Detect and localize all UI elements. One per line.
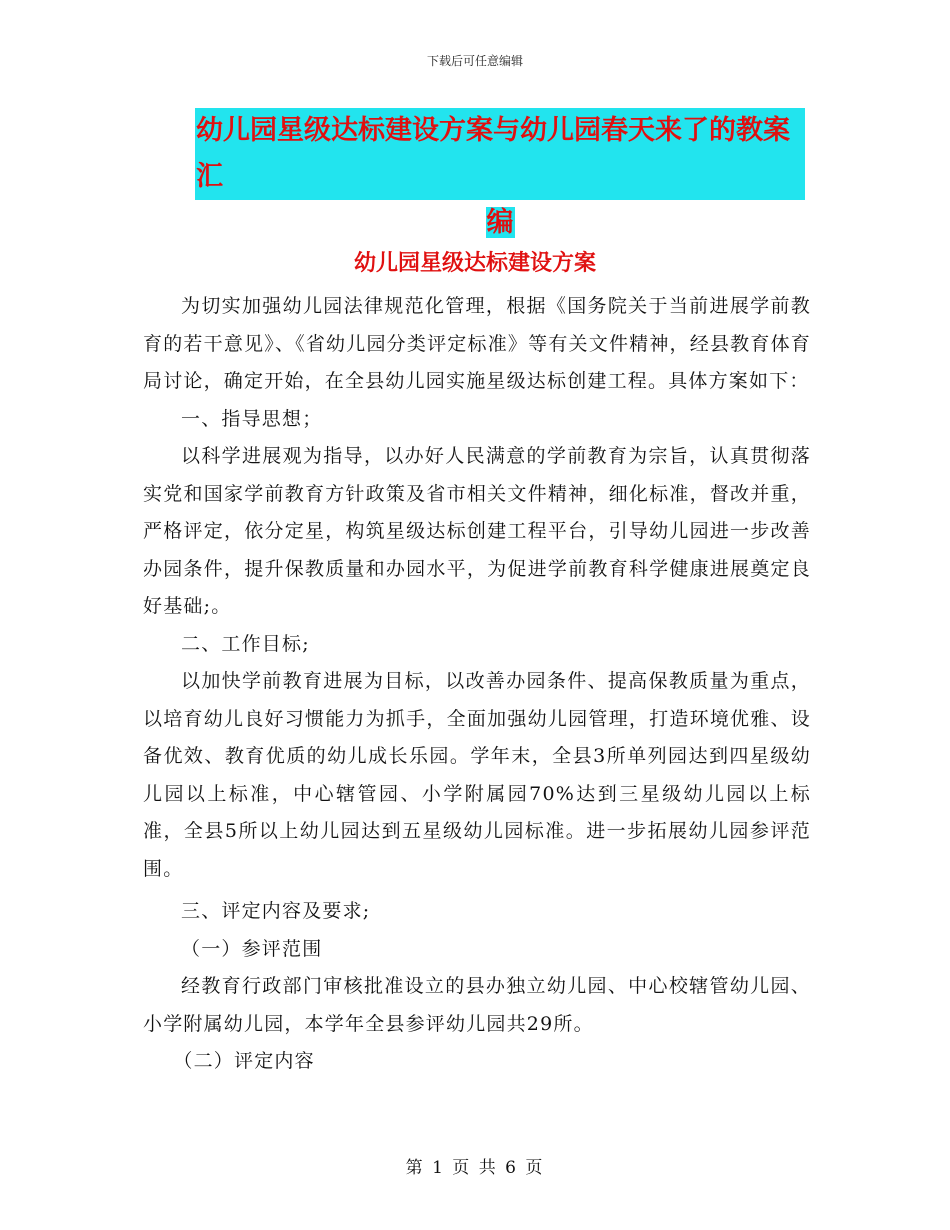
document-title bbox=[195, 108, 805, 246]
paragraph-work-goals: 以加快学前教育进展为目标，以改善办园条件、提高保教质量为重点，以培育幼儿良好习惯能力为抓手，全面加强幼儿园管理，打造环境优雅、设备优效、教育优质的幼儿成长乐园。学年末，全县3所单列园达到四星级幼儿园以上标准，中心辖管园、小学附属园70%达到三星级幼儿园以上标准，全县5所以上幼儿园达到五星级幼儿园标准。进一步拓展幼儿园参评范围。 bbox=[143, 670, 811, 880]
document-title-line-2-wrap bbox=[195, 200, 805, 246]
paragraph-scope: 经教育行政部门审核批准设立的县办独立幼儿园、中心校辖管幼儿园、小学附属幼儿园，本学年全县参评幼儿园共29所。 bbox=[143, 975, 811, 1035]
subheading-evaluation-content: （二）评定内容 bbox=[173, 1050, 315, 1072]
document-title-line-2: 编 bbox=[486, 207, 514, 238]
heading-work-goals: 二、工作目标; bbox=[181, 632, 310, 655]
section-title: 幼儿园星级达标建设方案 bbox=[353, 250, 596, 276]
paragraph-intro: 为切实加强幼儿园法律规范化管理，根据《国务院关于当前进展学前教育的若干意见》、《省幼儿园分类评定标准》等有关文件精神，经县教育体育局讨论，确定开始，在全县幼儿园实施星级达标创建工程。具体方案如下： bbox=[143, 295, 811, 392]
page-footer: 第 1 页 共 6 页 bbox=[405, 1158, 545, 1178]
heading-guiding-ideology: 一、指导思想； bbox=[181, 407, 323, 430]
paragraph-guiding-ideology: 以科学进展观为指导，以办好人民满意的学前教育为宗旨，认真贯彻落实党和国家学前教育方针政策及省市相关文件精神，细化标准，督改并重，严格评定，依分定星，构筑星级达标创建工程平台，引导幼儿园进一步改善办园条件，提升保教质量和办园水平，为促进学前教育科学健康进展奠定良好基础;。 bbox=[143, 445, 811, 617]
subheading-scope: （一）参评范围 bbox=[181, 937, 323, 960]
header-note: 下载后可任意编辑 bbox=[426, 54, 523, 68]
body-text bbox=[143, 288, 811, 1081]
heading-evaluation-content: 三、评定内容及要求; bbox=[181, 900, 371, 922]
document-title-line-1: 幼儿园星级达标建设方案与幼儿园春天来了的教案汇 bbox=[195, 108, 805, 200]
